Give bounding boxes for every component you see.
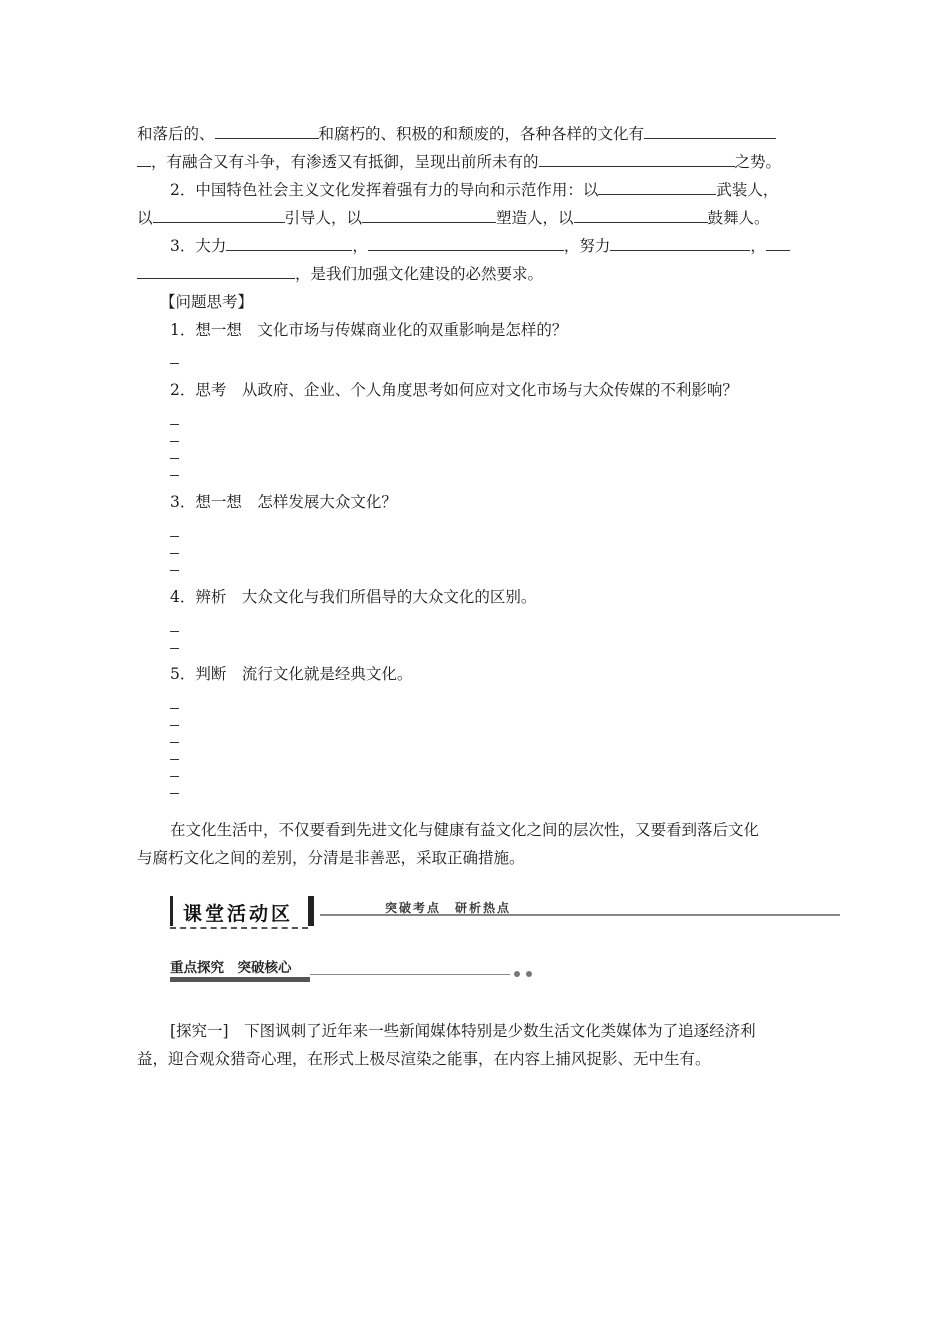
explore-line1: [探究一] 下图讽刺了近年来一些新闻媒体特别是少数生活文化类媒体为了追逐经济利 bbox=[170, 1022, 756, 1040]
sub-banner-underline bbox=[170, 977, 310, 982]
answer-line[interactable] bbox=[170, 725, 179, 726]
question-4: 4．辨析 大众文化与我们所倡导的大众文化的区别。 bbox=[170, 588, 537, 606]
question-5: 5．判断 流行文化就是经典文化。 bbox=[170, 665, 413, 683]
text: 3．大力 bbox=[170, 237, 227, 255]
answer-line[interactable] bbox=[170, 648, 179, 649]
dot-icon bbox=[514, 971, 520, 977]
fill-blank[interactable] bbox=[153, 207, 285, 223]
text: 以 bbox=[137, 209, 153, 227]
answer-line[interactable] bbox=[170, 759, 179, 760]
summary-line2: 与腐朽文化之间的差别，分清是非善恶，采取正确措施。 bbox=[137, 849, 525, 867]
text: ，有融合又有斗争，有渗透又有抵御，呈现出前所未有的 bbox=[151, 153, 539, 171]
para2-line1 bbox=[170, 179, 778, 200]
summary-line1: 在文化生活中，不仅要看到先进文化与健康有益文化之间的层次性，又要看到落后文化 bbox=[170, 821, 760, 839]
fill-blank[interactable] bbox=[539, 151, 735, 167]
question-2: 2．思考 从政府、企业、个人角度思考如何应对文化市场与大众传媒的不利影响？ bbox=[170, 381, 738, 399]
fill-blank[interactable] bbox=[137, 263, 295, 279]
answer-line[interactable] bbox=[170, 424, 179, 425]
para3-line2 bbox=[137, 263, 543, 284]
fill-blank[interactable] bbox=[362, 207, 496, 223]
question-1: 1．想一想 文化市场与传媒商业化的双重影响是怎样的？ bbox=[170, 321, 568, 339]
answer-line[interactable] bbox=[170, 570, 179, 571]
fill-blank[interactable] bbox=[226, 235, 352, 251]
answer-line[interactable] bbox=[170, 631, 179, 632]
banner-title: 课堂活动区 bbox=[183, 903, 294, 925]
answer-line[interactable] bbox=[170, 458, 179, 459]
para1-line2 bbox=[137, 151, 781, 172]
para3-line1 bbox=[170, 235, 790, 256]
text: 塑造人，以 bbox=[496, 209, 574, 227]
para1-line1 bbox=[137, 123, 776, 144]
answer-line[interactable] bbox=[170, 536, 179, 537]
fill-blank[interactable] bbox=[610, 235, 750, 251]
banner-dotted-rule bbox=[170, 927, 308, 929]
sub-banner-title: 重点探究 突破核心 bbox=[170, 960, 292, 976]
section-banner bbox=[170, 896, 840, 930]
fill-blank[interactable] bbox=[215, 123, 319, 139]
text: 和腐朽的、积极的和颓废的，各种各样的文化有 bbox=[318, 125, 645, 143]
answer-line[interactable] bbox=[170, 475, 179, 476]
fill-blank[interactable] bbox=[368, 235, 564, 251]
para2-line2 bbox=[137, 207, 770, 228]
fill-blank[interactable] bbox=[644, 123, 776, 139]
answer-line[interactable] bbox=[170, 742, 179, 743]
fill-blank[interactable] bbox=[574, 207, 708, 223]
fill-blank[interactable] bbox=[766, 235, 790, 251]
banner-title-box bbox=[170, 896, 311, 926]
text: 2．中国特色社会主义文化发挥着强有力的导向和示范作用：以 bbox=[170, 181, 599, 199]
text: 引导人，以 bbox=[284, 209, 363, 227]
sub-banner bbox=[170, 956, 540, 986]
sub-banner-rule bbox=[310, 974, 510, 975]
banner-divider-bar bbox=[308, 896, 314, 926]
text: ，努力 bbox=[563, 237, 611, 255]
text: ，是我们加强文化建设的必然要求。 bbox=[295, 265, 544, 283]
text: ， bbox=[750, 237, 766, 255]
answer-line[interactable] bbox=[170, 441, 179, 442]
text: ， bbox=[352, 237, 368, 255]
text: 之势。 bbox=[734, 153, 782, 171]
answer-line[interactable] bbox=[170, 793, 179, 794]
answer-line[interactable] bbox=[170, 776, 179, 777]
answer-line[interactable] bbox=[170, 363, 179, 364]
question-3: 3．想一想 怎样发展大众文化？ bbox=[170, 493, 397, 511]
explore-line2: 益，迎合观众猎奇心理，在形式上极尽渲染之能事，在内容上捕风捉影、无中生有。 bbox=[137, 1050, 711, 1068]
answer-line[interactable] bbox=[170, 553, 179, 554]
dot-icon bbox=[526, 971, 532, 977]
answer-line[interactable] bbox=[170, 708, 179, 709]
fill-blank[interactable] bbox=[598, 179, 716, 195]
text: 武装人， bbox=[716, 181, 779, 199]
banner-subtitle: 突破考点 研析热点 bbox=[385, 901, 512, 915]
text: 和落后的、 bbox=[137, 125, 215, 143]
section-heading: 【问题思考】 bbox=[160, 293, 254, 311]
text: 鼓舞人。 bbox=[707, 209, 770, 227]
fill-blank[interactable] bbox=[137, 151, 151, 167]
